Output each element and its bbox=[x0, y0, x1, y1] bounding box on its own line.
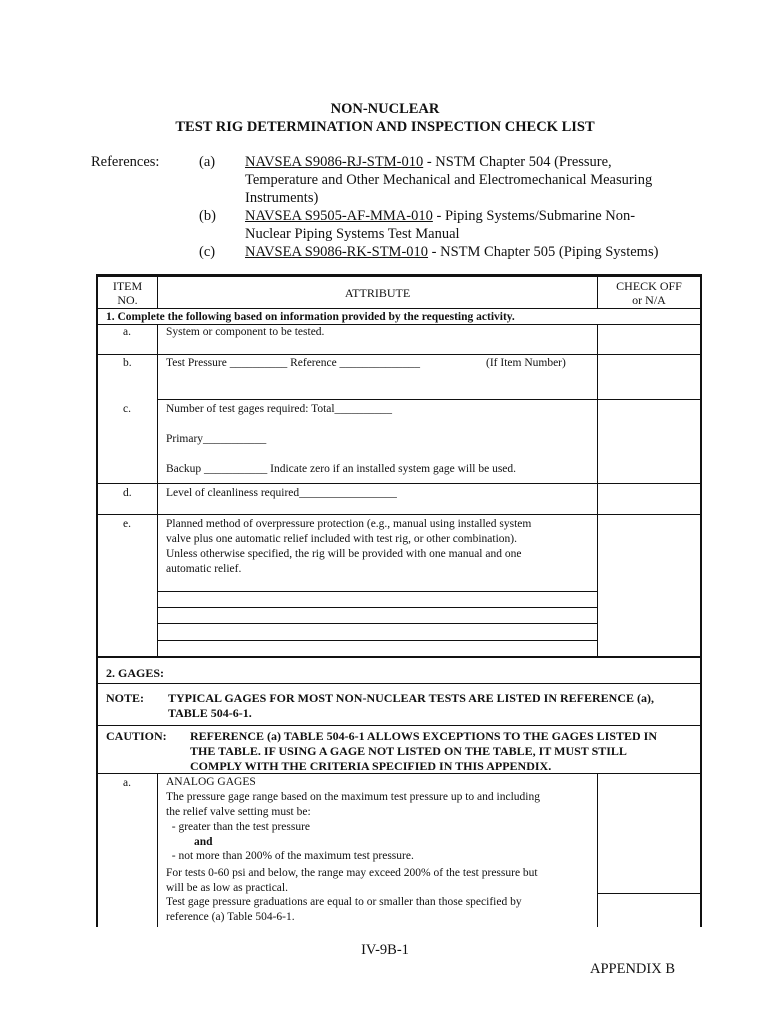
row-e-text-3: Unless otherwise specified, the rig will be provided with one manual and one bbox=[166, 548, 522, 560]
col-header-attribute: ATTRIBUTE bbox=[344, 286, 411, 300]
row-2a-text-7: For tests 0-60 psi and below, the range may exceed 200% of the test pressure but bbox=[166, 867, 538, 879]
row-2a-text-6: - not more than 200% of the maximum test pressure. bbox=[166, 850, 414, 862]
row-b-checkoff-cell[interactable] bbox=[598, 355, 700, 399]
row-b-number: b. bbox=[123, 357, 132, 369]
row-a-text: System or component to be tested. bbox=[166, 326, 325, 338]
row-e-text-1: Planned method of overpressure protection (e.g., manual using installed system bbox=[166, 518, 532, 530]
section2-divider bbox=[96, 683, 702, 684]
appendix-label: APPENDIX B bbox=[590, 961, 675, 977]
caution-text-2: THE TABLE. IF USING A GAGE NOT LISTED ON THE TABLE, IT MUST STILL bbox=[190, 744, 627, 758]
col-header-check bbox=[598, 279, 700, 307]
col-header-check-line1: CHECK OFF bbox=[616, 279, 682, 293]
reference-a-desc: - NSTM Chapter 504 (Pressure, bbox=[423, 154, 612, 170]
row-d-checkoff-cell[interactable] bbox=[598, 484, 700, 514]
reference-c-desc: - NSTM Chapter 505 (Piping Systems) bbox=[428, 244, 659, 260]
reference-c-doc[interactable]: NAVSEA S9086-RK-STM-010 bbox=[245, 244, 429, 260]
row-a-checkoff-cell[interactable] bbox=[598, 325, 700, 354]
reference-b-desc: - Piping Systems/Submarine Non- bbox=[432, 208, 636, 224]
col-header-item bbox=[98, 279, 157, 307]
reference-a-tag: (a) bbox=[199, 154, 216, 170]
header-divider bbox=[96, 308, 702, 309]
row-2a-text-1: ANALOG GAGES bbox=[166, 776, 256, 788]
reference-b-doc[interactable]: NAVSEA S9505-AF-MMA-010 bbox=[245, 208, 433, 224]
reference-a-line1 bbox=[245, 153, 612, 171]
table-right-border bbox=[700, 274, 702, 927]
row-2a-text-10: reference (a) Table 504-6-1. bbox=[166, 911, 295, 923]
col-header-item-line2: NO. bbox=[117, 293, 138, 307]
row-c-text-total: Number of test gages required: Total__________ bbox=[166, 403, 393, 415]
row-e-line-3 bbox=[157, 623, 597, 624]
row-c-checkoff-cell[interactable] bbox=[598, 400, 700, 483]
row-2a-text-3: the relief valve setting must be: bbox=[166, 806, 311, 818]
row-2a-checkoff-cell[interactable] bbox=[598, 774, 700, 893]
row-e-divider bbox=[96, 656, 702, 658]
col-header-item-line1: ITEM bbox=[112, 279, 143, 293]
row-e-line-1 bbox=[157, 591, 597, 592]
reference-a-doc[interactable]: NAVSEA S9086-RJ-STM-010 bbox=[245, 154, 424, 170]
reference-a-line2: Temperature and Other Mechanical and Electromechanical Measuring bbox=[245, 172, 653, 188]
row-d-number: d. bbox=[123, 487, 132, 499]
row-2a-checkoff-divider bbox=[597, 893, 702, 894]
row-b-text: Test Pressure __________ Reference ______________ bbox=[166, 357, 421, 369]
note-label: NOTE: bbox=[106, 691, 145, 705]
reference-b-tag: (b) bbox=[199, 208, 216, 224]
row-2a-text-5: and bbox=[194, 836, 213, 848]
row-2a-text-4: - greater than the test pressure bbox=[166, 821, 311, 833]
row-e-line-4 bbox=[157, 640, 597, 641]
row-2a-number: a. bbox=[123, 777, 131, 789]
section2-heading: 2. GAGES: bbox=[106, 666, 165, 680]
row-b-note: (If Item Number) bbox=[486, 357, 566, 369]
reference-b-line1 bbox=[245, 207, 635, 225]
references-label: References: bbox=[91, 154, 160, 170]
row-e-line-2 bbox=[157, 607, 597, 608]
reference-b-line2: Nuclear Piping Systems Test Manual bbox=[245, 226, 460, 242]
section1-heading: 1. Complete the following based on information provided by the requesting activity. bbox=[106, 311, 515, 323]
document-title-line2: TEST RIG DETERMINATION AND INSPECTION CHECK LIST bbox=[175, 119, 595, 135]
row-c-text-backup: Backup ___________ Indicate zero if an installed system gage will be used. bbox=[166, 463, 517, 475]
row-e-text-4: automatic relief. bbox=[166, 563, 242, 575]
reference-a-line3: Instruments) bbox=[245, 190, 319, 206]
row-2a-text-8: will be as low as practical. bbox=[166, 882, 288, 894]
row-e-number: e. bbox=[123, 518, 131, 530]
caution-text-1: REFERENCE (a) TABLE 504-6-1 ALLOWS EXCEPTIONS TO THE GAGES LISTED IN bbox=[190, 729, 658, 743]
caution-label: CAUTION: bbox=[106, 729, 167, 743]
row-c-text-primary: Primary___________ bbox=[166, 433, 267, 445]
row-a-number: a. bbox=[123, 326, 131, 338]
table-top-border bbox=[96, 274, 702, 277]
document-title-line1: NON-NUCLEAR bbox=[330, 101, 440, 117]
page-number: IV-9B-1 bbox=[361, 942, 409, 958]
row-2a-text-9: Test gage pressure graduations are equal to or smaller than those specified by bbox=[166, 896, 522, 908]
note-text-1: TYPICAL GAGES FOR MOST NON-NUCLEAR TESTS ARE LISTED IN REFERENCE (a), bbox=[168, 691, 654, 705]
note-text-2: TABLE 504-6-1. bbox=[168, 706, 252, 720]
caution-text-3: COMPLY WITH THE CRITERIA SPECIFIED IN THIS APPENDIX. bbox=[190, 759, 552, 773]
table-left-border bbox=[96, 274, 98, 927]
row-e-text-2: valve plus one automatic relief included with test rig, or other combination). bbox=[166, 533, 517, 545]
row-e-checkoff-cell[interactable] bbox=[598, 515, 700, 656]
row-c-number: c. bbox=[123, 403, 131, 415]
note-divider bbox=[96, 725, 702, 726]
row-d-text: Level of cleanliness required_________________ bbox=[166, 487, 397, 499]
reference-c-line1 bbox=[245, 243, 658, 261]
col-header-check-line2: or N/A bbox=[632, 293, 666, 307]
reference-c-tag: (c) bbox=[199, 244, 216, 260]
s2-col-divider-1 bbox=[157, 773, 158, 927]
row-2a-text-2: The pressure gage range based on the maximum test pressure up to and including bbox=[166, 791, 540, 803]
